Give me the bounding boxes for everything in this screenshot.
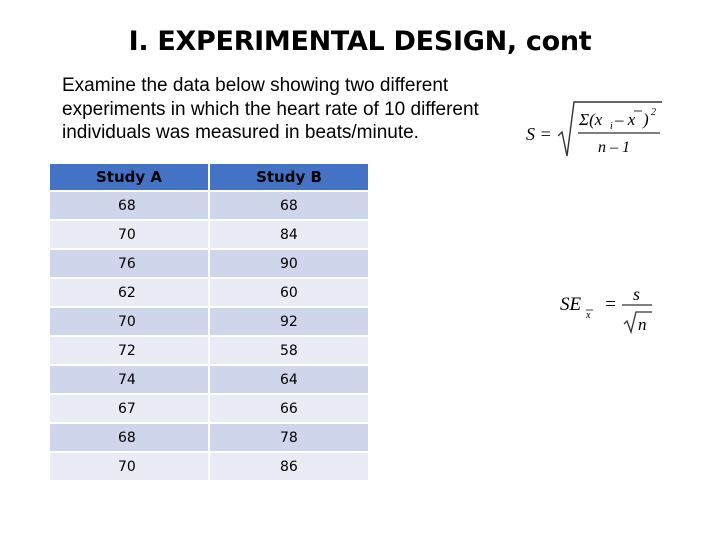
std-dev-subscript: i [610, 121, 613, 132]
cell-study-a: 74 [49, 365, 209, 394]
table-row [49, 336, 369, 365]
slide-description: Examine the data below showing two different experiments in which the heart rate of 10 different individuals was measured in beats/minute. [62, 75, 479, 143]
slide-title: I. EXPERIMENTAL DESIGN, cont [128, 26, 592, 57]
cell-study-b: 66 [209, 394, 369, 423]
table-row [49, 191, 369, 220]
std-dev-numerator: Σ(x [579, 110, 603, 129]
header-study-a: Study A [49, 163, 209, 191]
std-dev-power: 2 [651, 107, 656, 118]
table-row [49, 452, 369, 481]
cell-study-b: 86 [209, 452, 369, 481]
table-row [49, 423, 369, 452]
cell-study-a: 68 [49, 423, 209, 452]
cell-study-b: 78 [209, 423, 369, 452]
std-error-lhs: SE [560, 294, 582, 315]
heart-rate-table [48, 162, 370, 482]
std-error-formula [560, 280, 660, 340]
cell-study-b: 64 [209, 365, 369, 394]
header-study-b: Study B [209, 163, 369, 191]
cell-study-b: 58 [209, 336, 369, 365]
table-row [49, 220, 369, 249]
table-row [49, 394, 369, 423]
std-dev-close: ) [643, 110, 649, 129]
std-dev-denominator: n – 1 [598, 139, 630, 156]
std-dev-formula [524, 96, 664, 160]
table-row [49, 365, 369, 394]
cell-study-a: 70 [49, 452, 209, 481]
table-row [49, 307, 369, 336]
cell-study-a: 72 [49, 336, 209, 365]
cell-study-a: 67 [49, 394, 209, 423]
cell-study-a: 70 [49, 220, 209, 249]
cell-study-a: 70 [49, 307, 209, 336]
table-row [49, 249, 369, 278]
cell-study-b: 60 [209, 278, 369, 307]
std-error-equals: = [604, 294, 617, 315]
cell-study-a: 76 [49, 249, 209, 278]
table-header-row [49, 163, 369, 191]
std-dev-lhs: S = [526, 124, 552, 144]
cell-study-b: 90 [209, 249, 369, 278]
std-error-denominator: n [638, 315, 647, 334]
std-error-numerator: s [633, 284, 641, 304]
cell-study-a: 62 [49, 278, 209, 307]
cell-study-b: 84 [209, 220, 369, 249]
table-row [49, 278, 369, 307]
cell-study-b: 68 [209, 191, 369, 220]
cell-study-a: 68 [49, 191, 209, 220]
std-dev-mean: – x [615, 110, 636, 129]
std-error-subscript: x [586, 310, 591, 321]
cell-study-b: 92 [209, 307, 369, 336]
